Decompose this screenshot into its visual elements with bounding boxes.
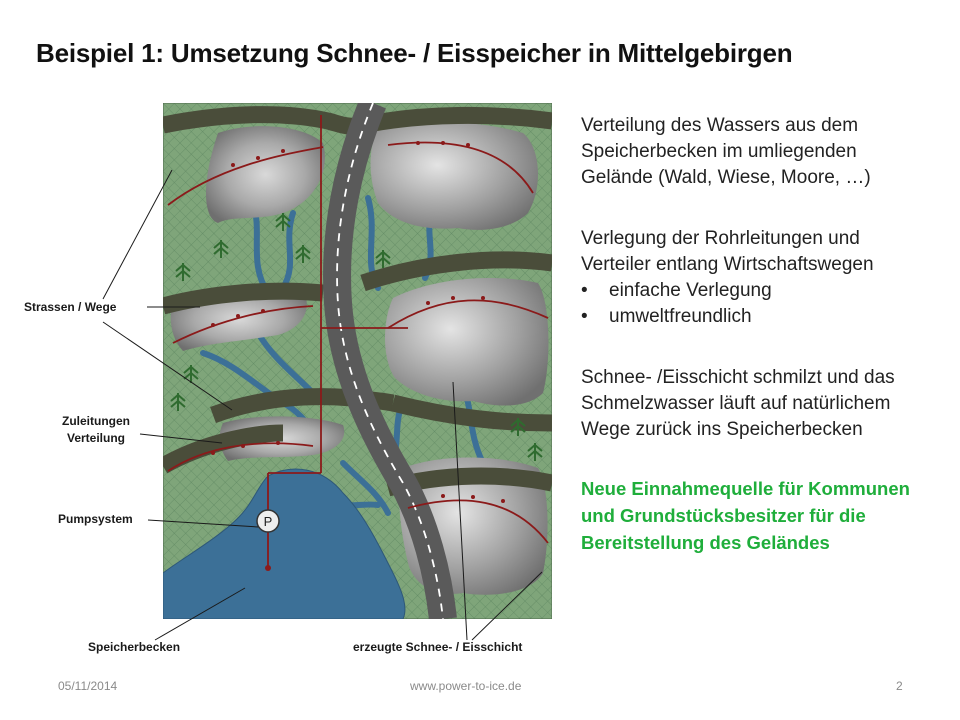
text-line: Wege zurück ins Speicherbecken (581, 419, 863, 440)
text-line: Verteiler entlang Wirtschaftswegen (581, 254, 874, 275)
slide-title: Beispiel 1: Umsetzung Schnee- / Eisspeicher in Mittelgebirgen (36, 38, 793, 68)
label-supply-line1: Zuleitungen (62, 414, 130, 428)
label-snow-layer: erzeugte Schnee- / Eisschicht (353, 640, 523, 654)
label-basin: Speicherbecken (88, 640, 181, 654)
bullet-list (581, 278, 951, 330)
paragraph-pipes (581, 226, 951, 330)
bullet-item: • einfache Verlegung (581, 278, 951, 304)
text-line: Schnee- /Eisschicht schmilzt und das (581, 367, 895, 388)
pipe-inlet (265, 565, 271, 571)
terrain-diagram (163, 103, 552, 619)
label-supply-line2: Verteilung (66, 431, 125, 445)
text-line: Verteilung des Wassers aus dem (581, 115, 859, 136)
text-line: Bereitstellung des Geländes (581, 532, 830, 553)
label-supply (50, 413, 142, 447)
paragraph-melt (581, 365, 951, 443)
label-roads: Strassen / Wege (24, 300, 117, 314)
text-line: und Grundstücksbesitzer für die (581, 505, 866, 526)
highlight-revenue (581, 475, 951, 556)
text-line: Gelände (Wald, Wiese, Moore, …) (581, 167, 871, 188)
pump-symbol (257, 510, 279, 532)
text-line: Speicherbecken im umliegenden (581, 141, 857, 162)
bullet-item: • umweltfreundlich (581, 304, 951, 330)
pump-symbol-letter: P (263, 514, 273, 529)
footer-url[interactable]: www.power-to-ice.de (410, 679, 522, 693)
text-line: Verlegung der Rohrleitungen und (581, 228, 860, 249)
paragraph-distribution (581, 113, 951, 191)
text-line: Neue Einnahmequelle für Kommunen (581, 478, 910, 499)
text-line: Schmelzwasser läuft auf natürlichem (581, 393, 891, 414)
footer-page-number: 2 (896, 679, 903, 693)
footer-date: 05/11/2014 (58, 679, 118, 693)
label-pump: Pumpsystem (58, 512, 133, 526)
